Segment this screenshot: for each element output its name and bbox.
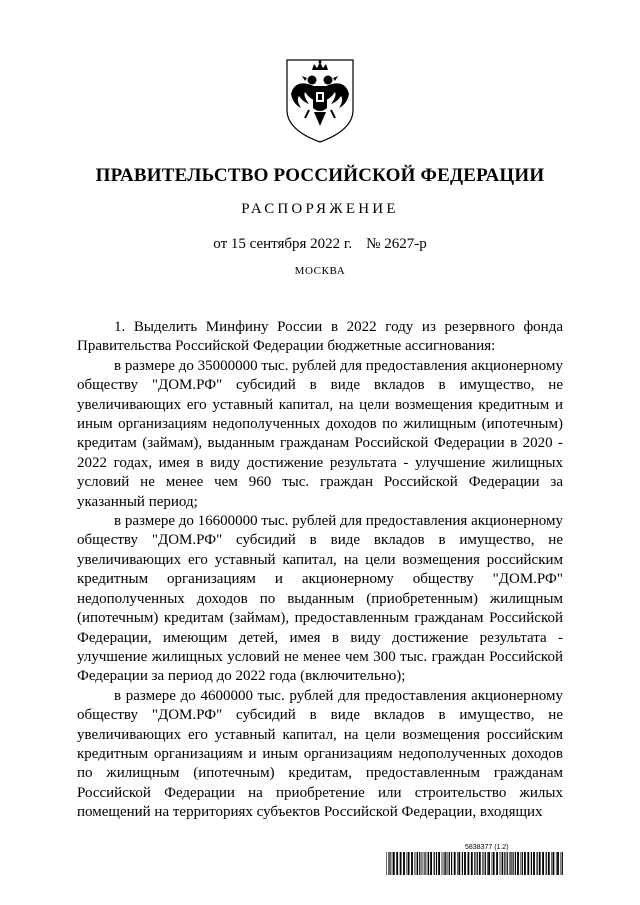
- document-body: [77, 318, 563, 823]
- barcode-icon: [386, 852, 566, 875]
- paragraph: в размере до 35000000 тыс. рублей для предоставления акционерному обществу "ДОМ.РФ" субсидий в виде вкладов в имущество, не увеличивающих его уставный капитал, на цели возмещения кредитным и иным организациям недополученных доходов по жилищным (ипотечным) кредитам (займам), выданным гражданам Российской Федерации в 2020 - 2022 годах, имея в виду достижение результата - улучшение жилищных условий не менее чем 960 тыс. граждан Российской Федерации за указанный период;: [77, 357, 563, 510]
- document-number: № 2627-р: [366, 236, 427, 252]
- city-label: МОСКВА: [294, 265, 346, 277]
- date-line: [0, 236, 640, 253]
- document-date: от 15 сентября 2022 г.: [213, 236, 353, 252]
- paragraph: 1. Выделить Минфину России в 2022 году из резервного фонда Правительства Российской Федерации бюджетные ассигнования:: [77, 319, 563, 355]
- paragraph: в размере до 4600000 тыс. рублей для предоставления акционерному обществу "ДОМ.РФ" субсидий в виде вкладов в имущество, не увеличивающих его уставный капитал, на цели возмещения российским кредитным организациям и иным организациям недополученных доходов по жилищным (ипотечным) кредитам, предоставленным гражданам Российской Федерации на приобретение или строительство жилых помещений на территориях субъектов Российской Федерации, входящих: [77, 687, 563, 821]
- document-code: 5838377 (1.2): [465, 844, 509, 851]
- government-title: ПРАВИТЕЛЬСТВО РОССИЙСКОЙ ФЕДЕРАЦИИ: [95, 165, 545, 186]
- document-type: РАСПОРЯЖЕНИЕ: [241, 201, 399, 217]
- coat-of-arms-icon: [281, 56, 359, 144]
- paragraph: в размере до 16600000 тыс. рублей для предоставления акционерному обществу "ДОМ.РФ" субсидий в виде вкладов в имущество, не увеличивающих его уставный капитал, на цели возмещения российским кредитным организациям и акционерному обществу "ДОМ.РФ" недополученных доходов по выданным (приобретенным) жилищным (ипотечным) кредитам (займам), предоставленным гражданам Российской Федерации, имеющим детей, имея в виду достижение результата - улучшение жилищных условий не менее чем 300 тыс. граждан Российской Федерации за период до 2022 года (включительно);: [77, 513, 563, 685]
